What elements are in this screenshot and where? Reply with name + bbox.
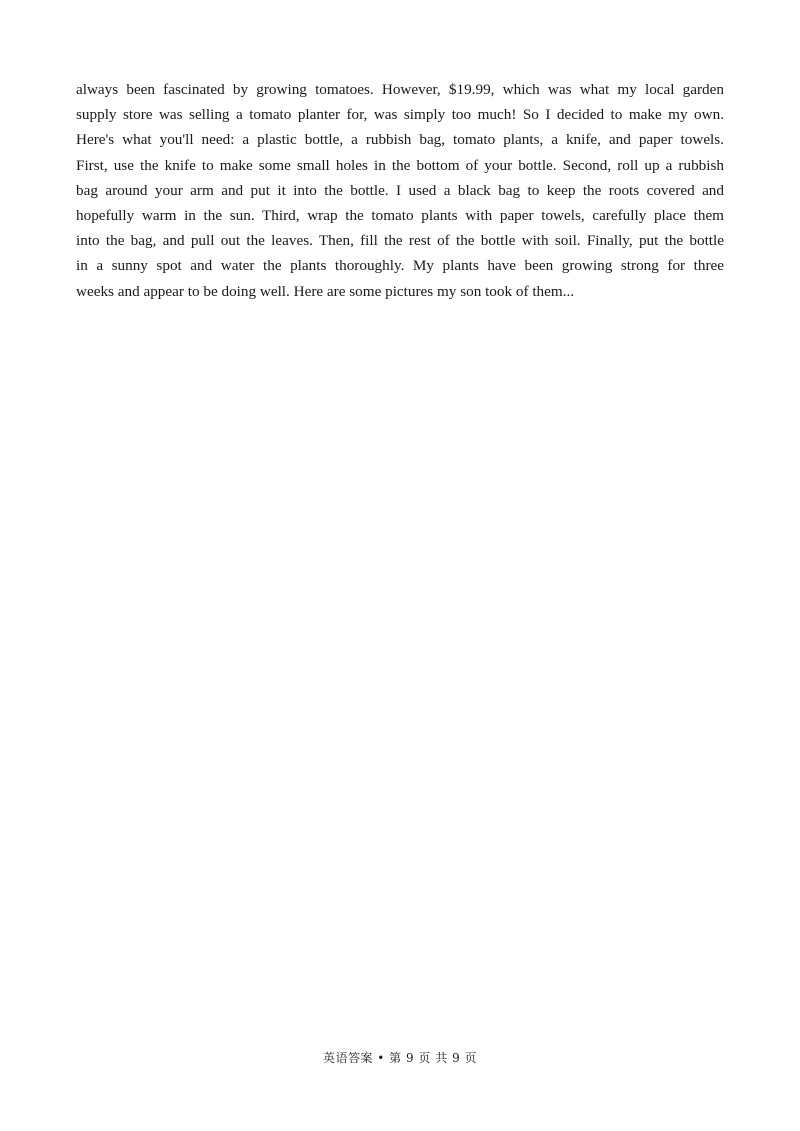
- paragraph-line: supply store was selling a tomato planter for, was simply too much! So I decided to make my own.: [76, 106, 724, 124]
- paragraph-line: First, use the knife to make some small holes in the bottom of your bottle. Second, roll up a rubbish: [76, 156, 724, 174]
- paragraph-line: bag around your arm and put it into the bottle. I used a black bag to keep the roots covered and: [76, 181, 724, 199]
- body-paragraph: [76, 77, 724, 304]
- paragraph-line: Here's what you'll need: a plastic bottle, a rubbish bag, tomato plants, a knife, and paper towels.: [76, 131, 724, 149]
- paragraph-line: into the bag, and pull out the leaves. Then, fill the rest of the bottle with soil. Finally, put the bottle: [76, 232, 724, 250]
- page-footer: 英语答案 • 第 9 页 共 9 页: [322, 1051, 478, 1065]
- paragraph-line: hopefully warm in the sun. Third, wrap the tomato plants with paper towels, carefully place them: [76, 206, 724, 224]
- paragraph-line: weeks and appear to be doing well. Here are some pictures my son took of them...: [76, 282, 575, 300]
- paragraph-line: always been fascinated by growing tomatoes. However, $19.99, which was what my local garden: [76, 81, 724, 98]
- paragraph-line: in a sunny spot and water the plants thoroughly. My plants have been growing strong for three: [76, 257, 724, 275]
